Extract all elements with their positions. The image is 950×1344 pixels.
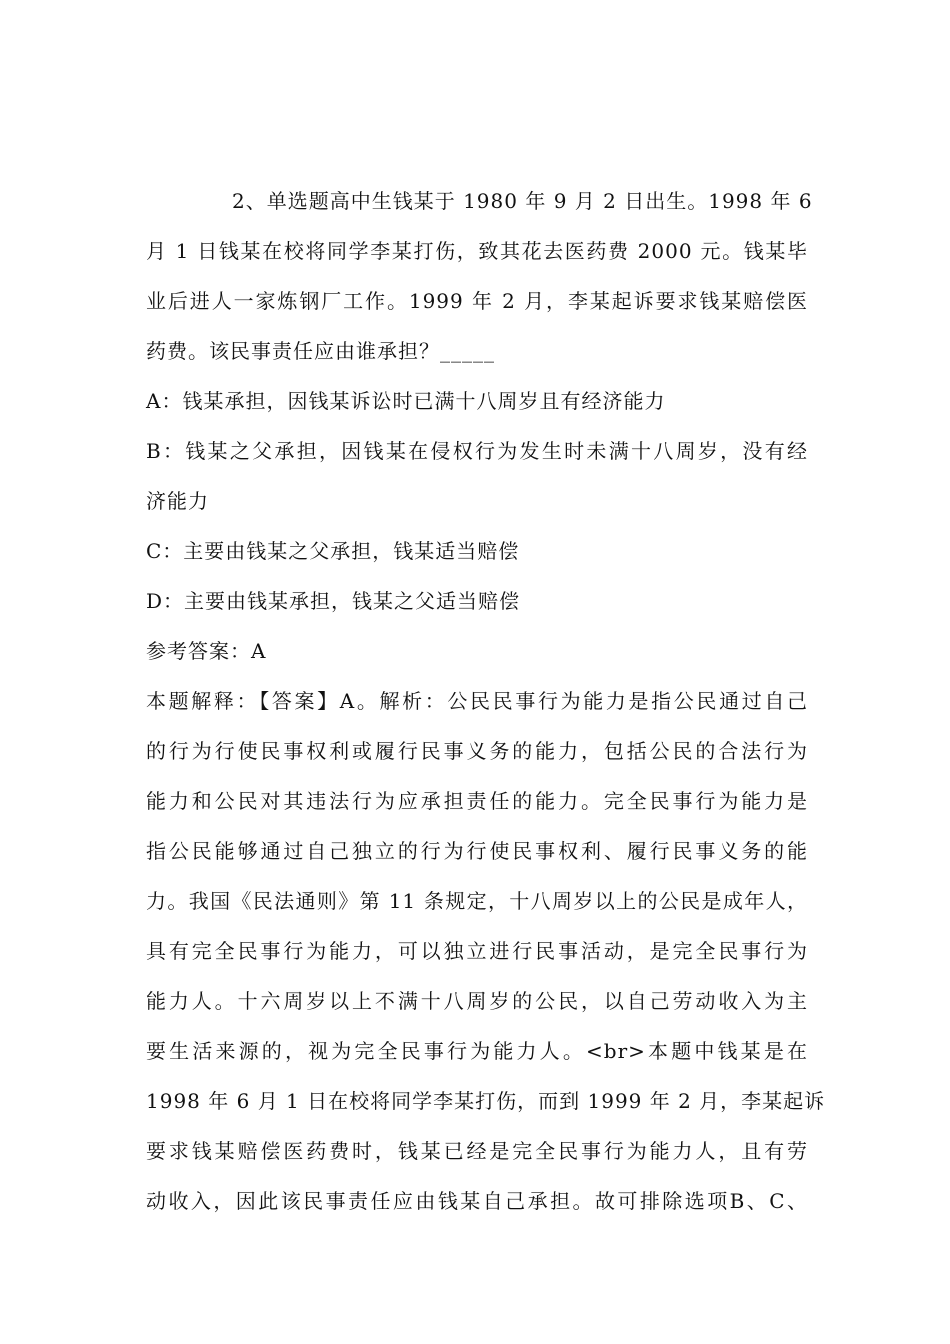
question-line-4: 药费。该民事责任应由谁承担？_____ bbox=[146, 339, 495, 363]
explanation-line-8: 要生活来源的，视为完全民事行为能力人。<br>本题中钱某是在 bbox=[146, 1039, 808, 1063]
option-d: D：主要由钱某承担，钱某之父适当赔偿 bbox=[146, 589, 521, 613]
explanation-line-1: 本题解释：【答案】A。解析：公民民事行为能力是指公民通过自己 bbox=[146, 689, 808, 713]
explanation-line-5: 力。我国《民法通则》第 11 条规定，十八周岁以上的公民是成年人， bbox=[146, 889, 808, 913]
explanation-line-9: 1998 年 6 月 1 日在校将同学李某打伤，而到 1999 年 2 月，李某起诉 bbox=[146, 1089, 826, 1113]
explanation-line-7: 能力人。十六周岁以上不满十八周岁的公民，以自己劳动收入为主 bbox=[146, 989, 808, 1013]
explanation-line-6: 具有完全民事行为能力，可以独立进行民事活动，是完全民事行为 bbox=[146, 939, 808, 963]
explanation-line-10: 要求钱某赔偿医药费时，钱某已经是完全民事行为能力人，且有劳 bbox=[146, 1139, 808, 1163]
option-c: C：主要由钱某之父承担，钱某适当赔偿 bbox=[146, 539, 520, 563]
explanation-line-11: 动收入，因此该民事责任应由钱某自己承担。故可排除选项B、C、 bbox=[146, 1189, 808, 1213]
question-line-2: 月 1 日钱某在校将同学李某打伤，致其花去医药费 2000 元。钱某毕 bbox=[146, 239, 808, 263]
explanation-line-3: 能力和公民对其违法行为应承担责任的能力。完全民事行为能力是 bbox=[146, 789, 808, 813]
reference-answer: 参考答案：A bbox=[146, 639, 267, 663]
option-b-line-2: 济能力 bbox=[146, 489, 209, 513]
question-line-1: 2、单选题高中生钱某于 1980 年 9 月 2 日出生。1998 年 6 bbox=[232, 189, 813, 213]
explanation-line-2: 的行为行使民事权利或履行民事义务的能力，包括公民的合法行为 bbox=[146, 739, 808, 763]
option-a: A：钱某承担，因钱某诉讼时已满十八周岁且有经济能力 bbox=[146, 389, 666, 413]
explanation-line-4: 指公民能够通过自己独立的行为行使民事权利、履行民事义务的能 bbox=[146, 839, 808, 863]
question-line-3: 业后进人一家炼钢厂工作。1999 年 2 月，李某起诉要求钱某赔偿医 bbox=[146, 289, 808, 313]
option-b-line-1: B：钱某之父承担，因钱某在侵权行为发生时未满十八周岁，没有经 bbox=[146, 439, 808, 463]
